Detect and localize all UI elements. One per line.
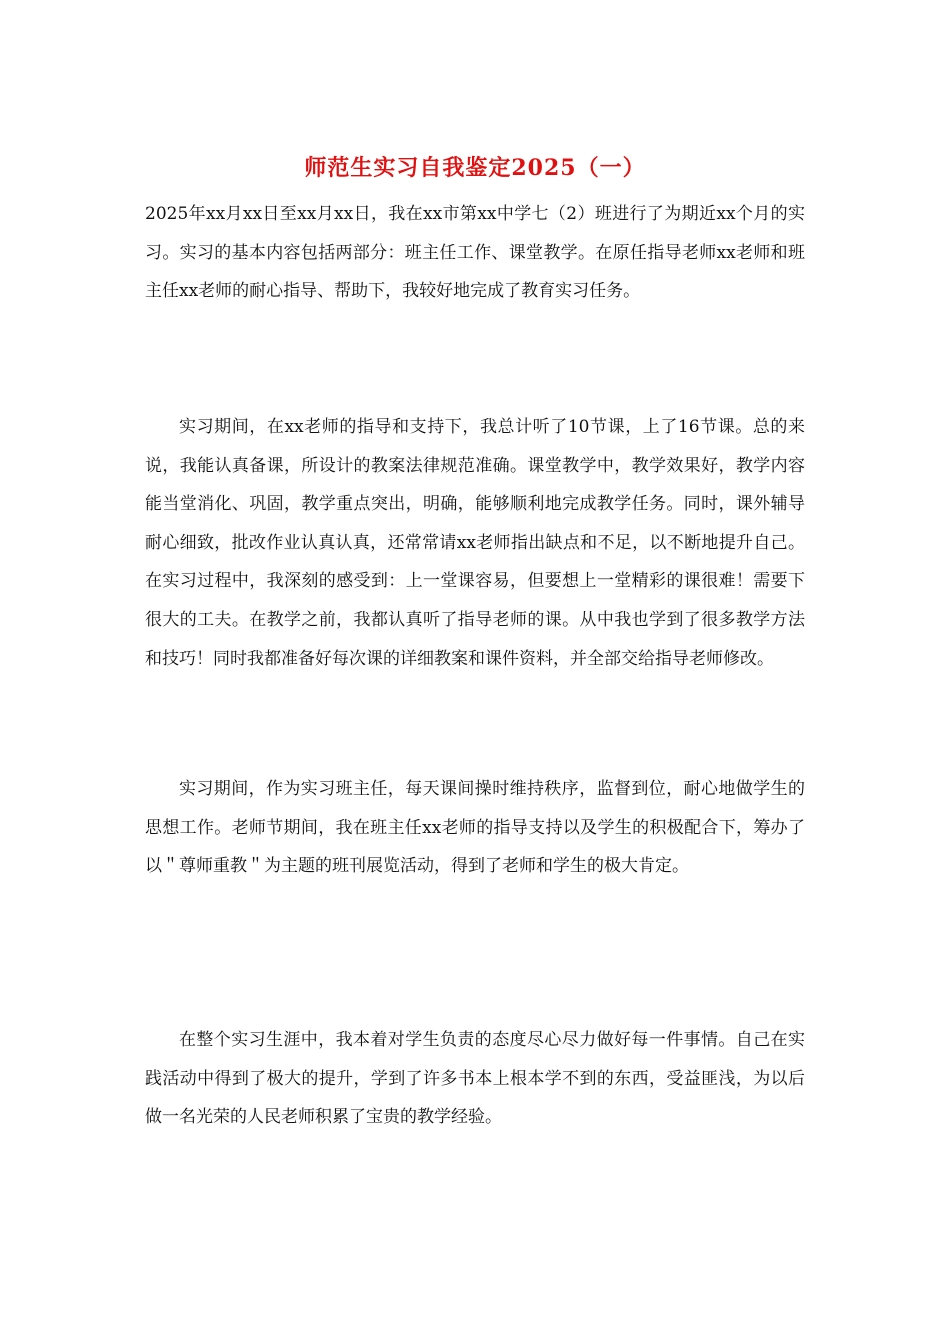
document-title: 师范生实习自我鉴定2025（一） <box>304 155 646 181</box>
paragraph-3: 实习期间，作为实习班主任，每天课间操时维持秩序，监督到位，耐心地做学生的思想工作。老师节期间，我在班主任xx老师的指导支持以及学生的积极配合下，筹办了以＂尊师重教＂为主题的班刊展览活动，得到了老师和学生的极大肯定。 <box>145 779 805 877</box>
paragraph-2: 实习期间，在xx老师的指导和支持下，我总计听了10节课，上了16节课。总的来说，我能认真备课，所设计的教案法律规范准确。课堂教学中，教学效果好，教学内容能当堂消化、巩固，教学重点突出，明确，能够顺利地完成教学任务。同时，课外辅导耐心细致，批改作业认真认真，还常常请xx老师指出缺点和不足，以不断地提升自己。在实习过程中，我深刻的感受到：上一堂课容易，但要想上一堂精彩的课很难！需要下很大的工夫。在教学之前，我都认真听了指导老师的课。从中我也学到了很多教学方法和技巧！同时我都准备好每次课的详细教案和课件资料，并全部交给指导老师修改。 <box>145 417 805 669</box>
paragraph-1: 2025年xx月xx日至xx月xx日，我在xx市第xx中学七（2）班进行了为期近xx个月的实习。实习的基本内容包括两部分：班主任工作、课堂教学。在原任指导老师xx老师和班主任xx老师的耐心指导、帮助下，我较好地完成了教育实习任务。 <box>145 204 805 302</box>
paragraph-4: 在整个实习生涯中，我本着对学生负责的态度尽心尽力做好每一件事情。自己在实践活动中得到了极大的提升，学到了许多书本上根本学不到的东西，受益匪浅，为以后做一名光荣的人民老师积累了宝贵的教学经验。 <box>145 1030 805 1128</box>
